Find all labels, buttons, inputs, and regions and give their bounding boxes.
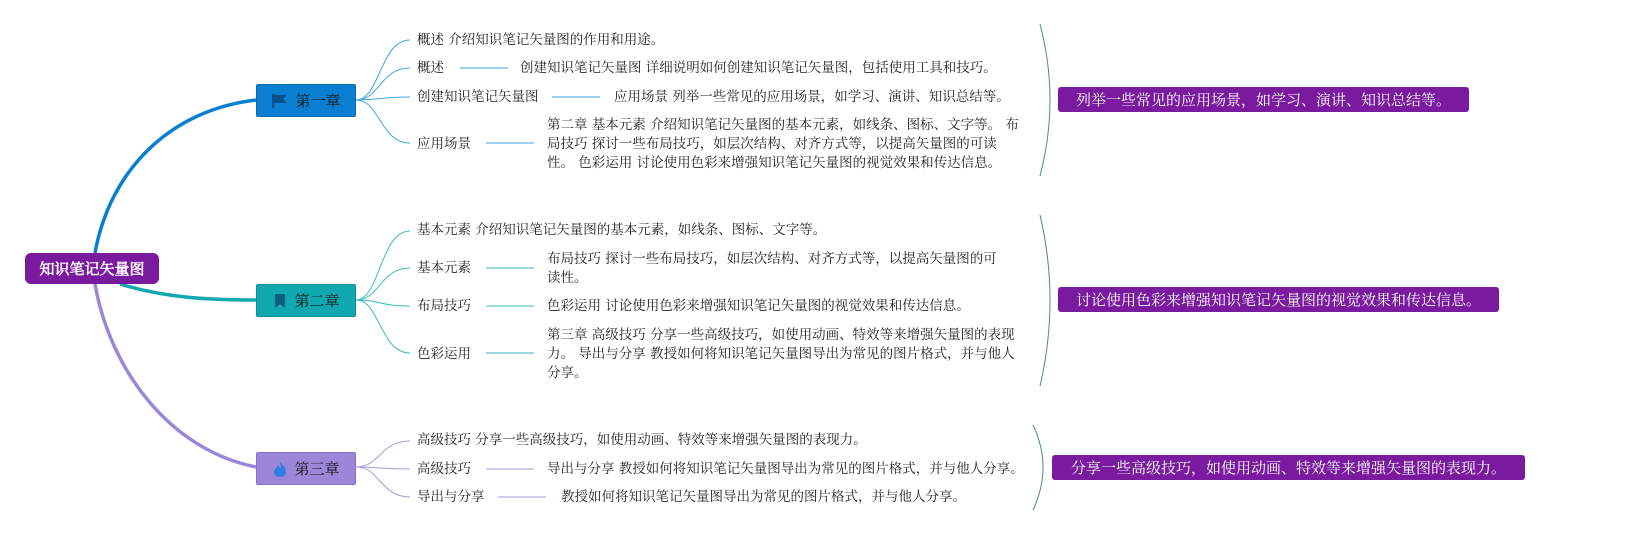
ch1-detail-1[interactable]: 创建知识笔记矢量图 详细说明如何创建知识笔记矢量图，包括使用工具和技巧。	[520, 60, 997, 76]
ch2-topic-4[interactable]: 色彩运用	[417, 346, 471, 362]
chapter-3-node[interactable]	[256, 452, 356, 485]
chapter-1-node[interactable]	[256, 84, 356, 117]
branch-root-ch1	[95, 100, 256, 253]
chapter-3-label: 第三章	[294, 460, 340, 478]
ch1-topic-3[interactable]: 创建知识笔记矢量图	[417, 89, 539, 105]
ch1-detail-3[interactable]: 第二章 基本元素 介绍知识笔记矢量图的基本元素，如线条、图标、文字等。 布局技巧 探讨一些布局技巧，如层次结构、对齐方式等，以提高矢量图的可读性。 色彩运用 讨论使用色彩来增强知识笔记矢量图的视觉效果和传达信息。	[547, 117, 1019, 171]
ch2-detail-1[interactable]: 布局技巧 探讨一些布局技巧，如层次结构、对齐方式等，以提高矢量图的可读性。	[547, 251, 997, 286]
ch1-summary[interactable]: 列举一些常见的应用场景，如学习、演讲、知识总结等。	[1058, 87, 1469, 112]
chapter-1-label: 第一章	[295, 92, 341, 110]
ch2-detail-2[interactable]: 色彩运用 讨论使用色彩来增强知识笔记矢量图的视觉效果和传达信息。	[547, 298, 970, 314]
ch2-detail-3[interactable]: 第三章 高级技巧 分享一些高级技巧，如使用动画、特效等来增强矢量图的表现力。 导出与分享 教授如何将知识笔记矢量图导出为常见的图片格式，并与他人分享。	[547, 327, 1015, 381]
ch3-topic-2[interactable]: 高级技巧	[417, 461, 471, 477]
ch1-detail-2[interactable]: 应用场景 列举一些常见的应用场景，如学习、演讲、知识总结等。	[614, 89, 1010, 105]
summary-brackets	[1033, 24, 1050, 510]
ch1-topic-4[interactable]: 应用场景	[417, 136, 471, 152]
ch1-topic-1[interactable]: 概述 介绍知识笔记矢量图的作用和用途。	[417, 32, 665, 48]
ch2-topic-3[interactable]: 布局技巧	[417, 298, 471, 314]
flame-icon	[272, 460, 288, 478]
ch3-detail-1[interactable]: 导出与分享 教授如何将知识笔记矢量图导出为常见的图片格式，并与他人分享。	[547, 461, 1024, 477]
root-node[interactable]: 知识笔记矢量图	[25, 253, 159, 284]
flag-icon	[271, 93, 289, 109]
branch-root-ch3	[95, 284, 256, 467]
branch-root-ch2	[120, 284, 256, 300]
ch2-summary[interactable]: 讨论使用色彩来增强知识笔记矢量图的视觉效果和传达信息。	[1058, 287, 1499, 312]
chapter-2-label: 第二章	[294, 292, 340, 310]
ch3-topic-1[interactable]: 高级技巧 分享一些高级技巧，如使用动画、特效等来增强矢量图的表现力。	[417, 432, 867, 448]
ch3-summary[interactable]: 分享一些高级技巧，如使用动画、特效等来增强矢量图的表现力。	[1052, 455, 1525, 480]
ch2-topic-1[interactable]: 基本元素 介绍知识笔记矢量图的基本元素，如线条、图标、文字等。	[417, 222, 827, 238]
ch2-topic-2[interactable]: 基本元素	[417, 260, 471, 276]
ch2-subbranches	[356, 231, 534, 353]
chapter-2-node[interactable]	[256, 284, 356, 317]
ch1-topic-2[interactable]: 概述	[417, 60, 444, 76]
ch3-detail-2[interactable]: 教授如何将知识笔记矢量图导出为常见的图片格式，并与他人分享。	[561, 489, 966, 505]
ch3-topic-3[interactable]: 导出与分享	[417, 489, 485, 505]
bookmark-icon	[272, 293, 288, 309]
